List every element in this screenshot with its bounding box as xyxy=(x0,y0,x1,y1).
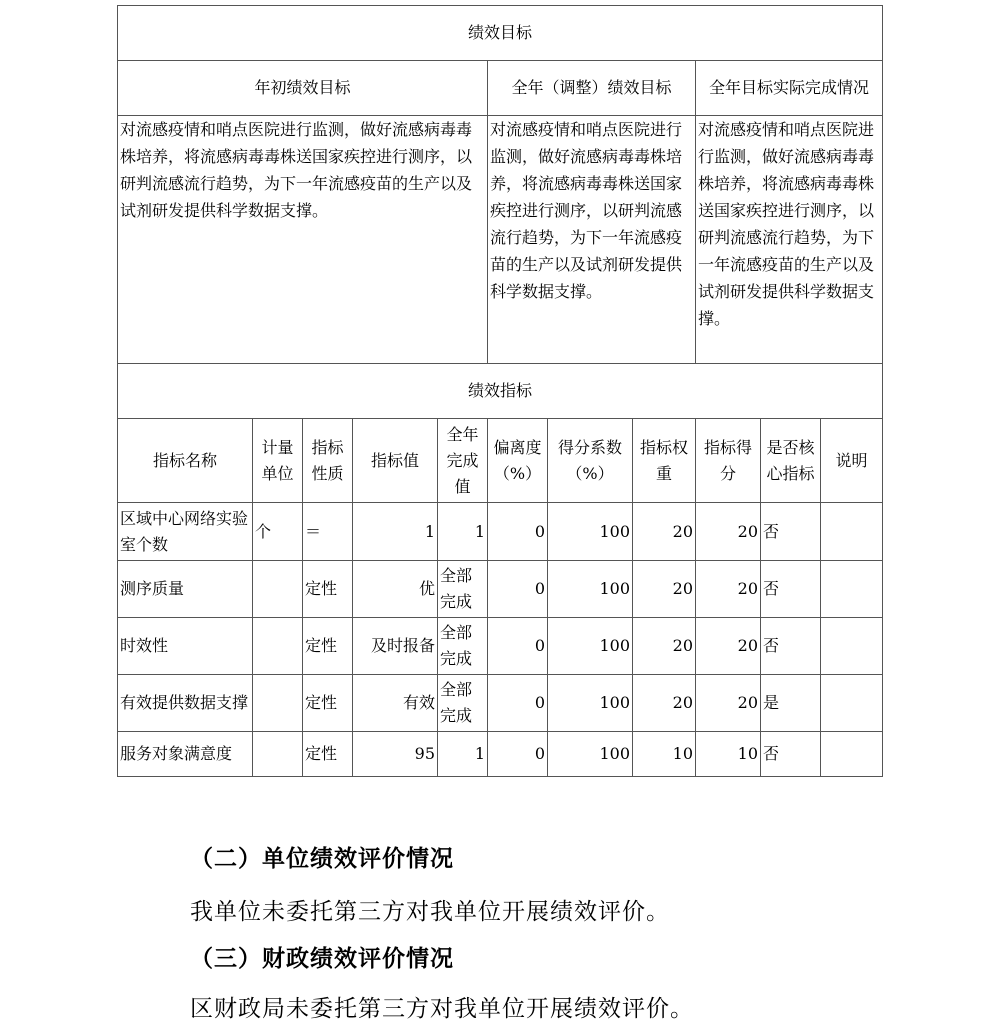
goal-text-initial: 对流感疫情和哨点医院进行监测，做好流感病毒毒株培养，将流感病毒毒株送国家疾控进行测序，以研判流感流行趋势，为下一年流感疫苗的生产以及试剂研发提供科学数据支撑。 xyxy=(118,116,488,364)
section-title-goals: 绩效目标 xyxy=(118,6,883,61)
cell-actual: 1 xyxy=(438,503,488,561)
cell-name: 服务对象满意度 xyxy=(118,732,253,777)
cell-core: 否 xyxy=(761,732,821,777)
table-row xyxy=(118,618,883,675)
cell-coef: 100 xyxy=(548,732,633,777)
cell-nature: ＝ xyxy=(303,503,353,561)
cell-unit: 个 xyxy=(253,503,303,561)
goal-header-initial: 年初绩效目标 xyxy=(118,61,488,116)
cell-core: 是 xyxy=(761,675,821,732)
cell-score: 20 xyxy=(696,675,761,732)
cell-target: 优 xyxy=(353,561,438,618)
table-row xyxy=(118,503,883,561)
cell-name: 有效提供数据支撑 xyxy=(118,675,253,732)
cell-unit xyxy=(253,675,303,732)
cell-coef: 100 xyxy=(548,561,633,618)
cell-weight: 10 xyxy=(633,732,696,777)
cell-actual: 全部完成 xyxy=(438,561,488,618)
cell-core: 否 xyxy=(761,618,821,675)
cell-note xyxy=(821,675,883,732)
cell-name: 区域中心网络实验室个数 xyxy=(118,503,253,561)
cell-actual: 全部完成 xyxy=(438,618,488,675)
cell-target: 95 xyxy=(353,732,438,777)
cell-weight: 20 xyxy=(633,503,696,561)
paragraph-unit-evaluation: 我单位未委托第三方对我单位开展绩效评价。 xyxy=(190,899,670,925)
cell-deviation: 0 xyxy=(488,618,548,675)
col-header-weight: 指标权重 xyxy=(633,419,696,503)
paragraph-finance-evaluation: 区财政局未委托第三方对我单位开展绩效评价。 xyxy=(190,996,694,1022)
cell-unit xyxy=(253,618,303,675)
table-row xyxy=(118,732,883,777)
col-header-coef: 得分系数（%） xyxy=(548,419,633,503)
cell-coef: 100 xyxy=(548,675,633,732)
cell-deviation: 0 xyxy=(488,675,548,732)
cell-deviation: 0 xyxy=(488,732,548,777)
cell-nature: 定性 xyxy=(303,675,353,732)
table-row xyxy=(118,675,883,732)
cell-target: 有效 xyxy=(353,675,438,732)
cell-weight: 20 xyxy=(633,561,696,618)
col-header-name: 指标名称 xyxy=(118,419,253,503)
section-title-indicators: 绩效指标 xyxy=(118,364,883,419)
performance-table xyxy=(117,5,883,777)
cell-unit xyxy=(253,561,303,618)
cell-nature: 定性 xyxy=(303,561,353,618)
cell-unit xyxy=(253,732,303,777)
col-header-score: 指标得分 xyxy=(696,419,761,503)
cell-name: 时效性 xyxy=(118,618,253,675)
col-header-target: 指标值 xyxy=(353,419,438,503)
col-header-unit: 计量单位 xyxy=(253,419,303,503)
table-row xyxy=(118,561,883,618)
cell-score: 20 xyxy=(696,503,761,561)
cell-coef: 100 xyxy=(548,618,633,675)
cell-note xyxy=(821,732,883,777)
cell-target: 及时报备 xyxy=(353,618,438,675)
cell-deviation: 0 xyxy=(488,561,548,618)
col-header-nature: 指标性质 xyxy=(303,419,353,503)
goal-text-actual: 对流感疫情和哨点医院进行监测，做好流感病毒毒株培养，将流感病毒毒株送国家疾控进行测序，以研判流感流行趋势，为下一年流感疫苗的生产以及试剂研发提供科学数据支撑。 xyxy=(696,116,883,364)
cell-actual: 全部完成 xyxy=(438,675,488,732)
goal-text-adjusted: 对流感疫情和哨点医院进行监测，做好流感病毒毒株培养，将流感病毒毒株送国家疾控进行测序，以研判流感流行趋势，为下一年流感疫苗的生产以及试剂研发提供科学数据支撑。 xyxy=(488,116,696,364)
cell-name: 测序质量 xyxy=(118,561,253,618)
cell-weight: 20 xyxy=(633,618,696,675)
heading-finance-evaluation: （三）财政绩效评价情况 xyxy=(190,945,454,972)
cell-score: 10 xyxy=(696,732,761,777)
goal-header-actual: 全年目标实际完成情况 xyxy=(696,61,883,116)
col-header-deviation: 偏离度（%） xyxy=(488,419,548,503)
cell-note xyxy=(821,618,883,675)
cell-nature: 定性 xyxy=(303,732,353,777)
cell-target: 1 xyxy=(353,503,438,561)
col-header-note: 说明 xyxy=(821,419,883,503)
col-header-core: 是否核心指标 xyxy=(761,419,821,503)
cell-note xyxy=(821,561,883,618)
cell-note xyxy=(821,503,883,561)
cell-actual: 1 xyxy=(438,732,488,777)
goal-header-adjusted: 全年（调整）绩效目标 xyxy=(488,61,696,116)
heading-unit-evaluation: （二）单位绩效评价情况 xyxy=(190,845,454,872)
cell-core: 否 xyxy=(761,561,821,618)
cell-deviation: 0 xyxy=(488,503,548,561)
cell-score: 20 xyxy=(696,561,761,618)
cell-weight: 20 xyxy=(633,675,696,732)
col-header-actual: 全年完成值 xyxy=(438,419,488,503)
cell-coef: 100 xyxy=(548,503,633,561)
cell-nature: 定性 xyxy=(303,618,353,675)
cell-core: 否 xyxy=(761,503,821,561)
cell-score: 20 xyxy=(696,618,761,675)
